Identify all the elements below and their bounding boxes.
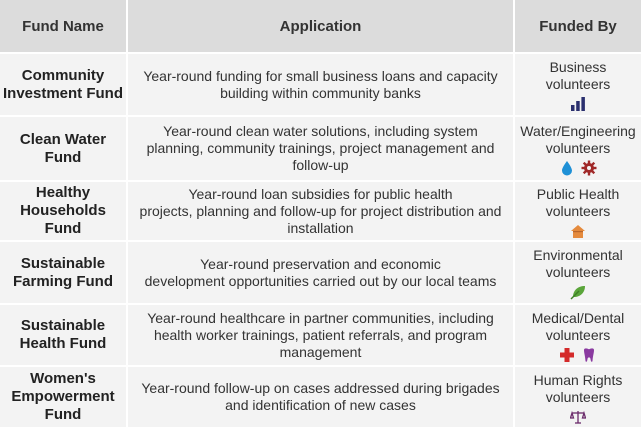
house-icon [570,223,586,239]
water-drop-icon [559,160,575,176]
medical-cross-icon [559,347,575,363]
application-cell: Year-round healthcare in partner communities, including health worker trainings, patient referrals, and program management [128,305,513,365]
funded-by-label: Environmental volunteers [533,247,623,280]
bar-chart-icon [570,96,586,112]
funded-by-cell [515,367,641,427]
funded-by-icons [559,347,597,363]
application-cell: Year-round funding for small business loans and capacity building within community banks [128,54,513,115]
header-application: Application [128,0,513,52]
funded-by-cell [515,182,641,240]
funded-by-icons [570,409,586,425]
gear-icon [581,160,597,176]
application-cell: Year-round loan subsidies for public health projects, planning and follow-up for project distribution and installation [128,182,513,240]
tooth-icon [581,347,597,363]
fund-name-cell: Healthy Households Fund [0,182,126,240]
fund-name-cell: Women's Empowerment Fund [0,367,126,427]
funded-by-label: Business volunteers [545,59,611,92]
header-funded-by: Funded By [515,0,641,52]
funded-by-icons [559,160,597,176]
funded-by-icons [570,96,586,112]
application-cell: Year-round preservation and economic development opportunities carried out by our local teams [128,242,513,303]
fund-name-cell: Community Investment Fund [0,54,126,115]
application-cell: Year-round clean water solutions, including system planning, community trainings, project management and follow-up [128,117,513,180]
fund-name-cell: Sustainable Health Fund [0,305,126,365]
application-cell: Year-round follow-up on cases addressed during brigades and identification of new cases [128,367,513,427]
leaf-icon [570,284,586,300]
funded-by-label: Human Rights volunteers [533,371,623,405]
funded-by-icons [570,284,586,300]
funded-by-cell [515,54,641,115]
funded-by-label: Water/Engineering volunteers [520,123,636,156]
funded-by-cell [515,242,641,303]
funded-by-cell [515,305,641,365]
fund-name-cell: Sustainable Farming Fund [0,242,126,303]
header-fund-name: Fund Name [0,0,126,52]
funded-by-icons [570,223,586,239]
funded-by-cell [515,117,641,180]
scales-icon [570,409,586,425]
funded-by-label: Medical/Dental volunteers [531,309,625,343]
fund-name-cell: Clean Water Fund [0,117,126,180]
funded-by-label: Public Health volunteers [536,185,620,219]
